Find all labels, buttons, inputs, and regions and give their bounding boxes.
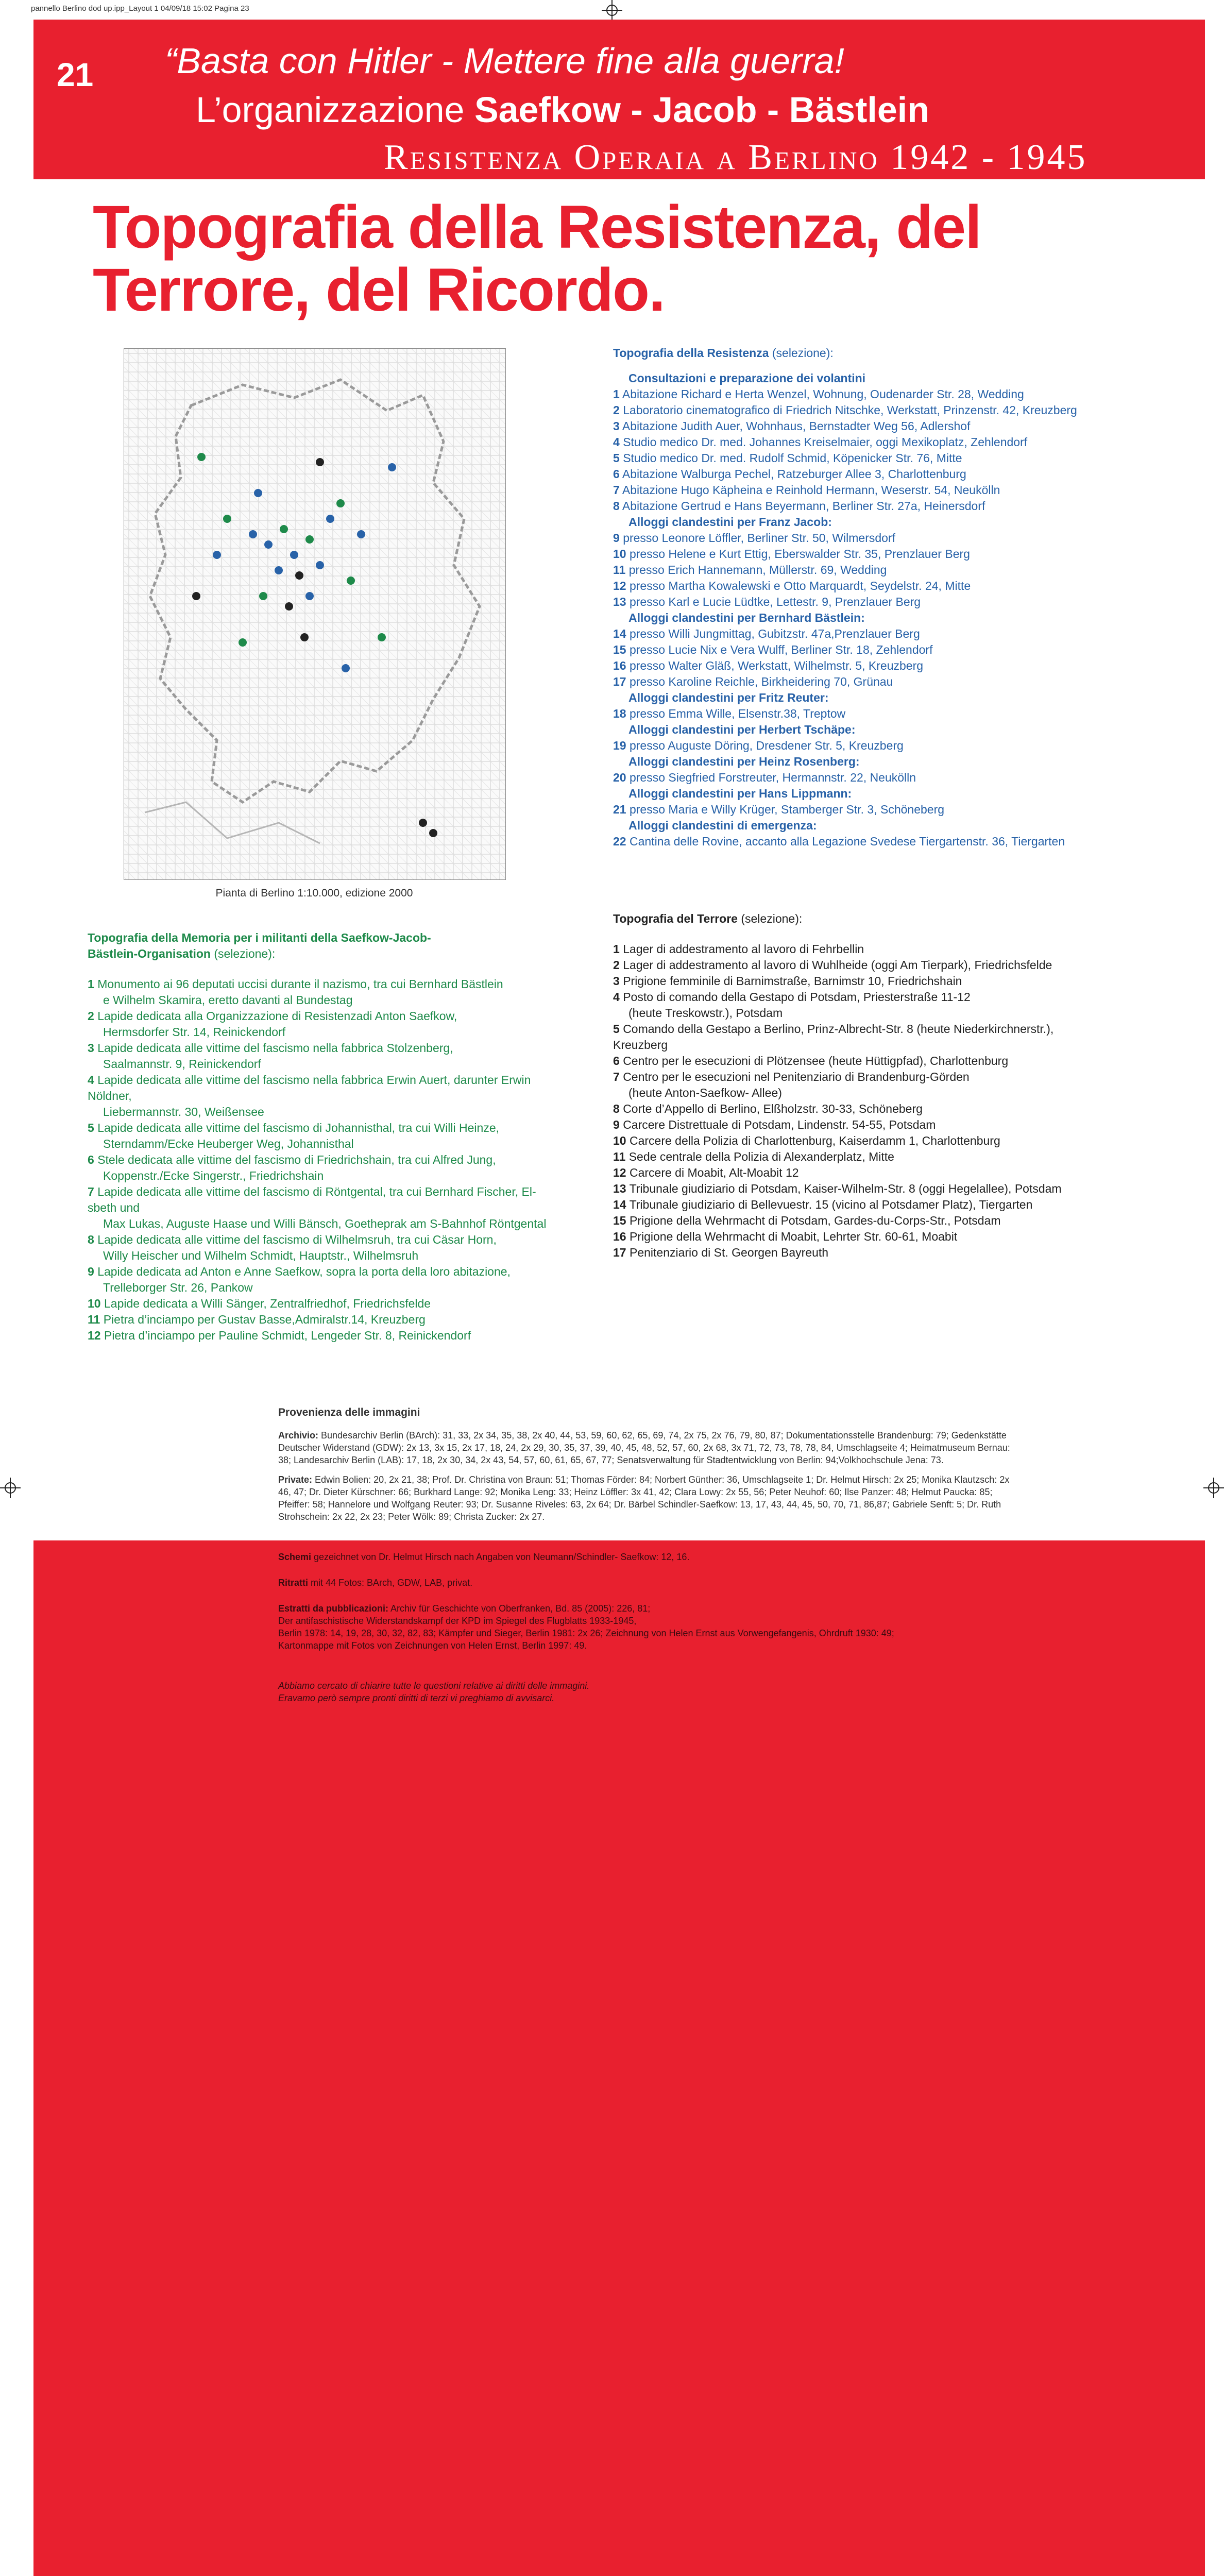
item-text: Lapide dedicata alle vittime del fascismo di Röntgental, tra cui Bernhard Fischer, El- — [97, 1185, 536, 1198]
list-item — [88, 1152, 562, 1168]
item-number: 7 — [613, 483, 620, 497]
item-text: presso Erich Hannemann, Müllerstr. 69, Wedding — [628, 563, 887, 577]
list-item — [613, 674, 1200, 690]
item-text: presso Walter Gläß, Werkstatt, Wilhelmstr. 5, Kreuzberg — [629, 659, 924, 672]
list-item — [88, 1024, 562, 1040]
group-heading: Alloggi clandestini per Herbert Tschäpe: — [628, 723, 856, 736]
list-item — [613, 1005, 1200, 1021]
item-text: presso Emma Wille, Elsenstr.38, Treptow — [629, 707, 846, 720]
item-text: Lapide dedicata alla Organizzazione di Resistenzadi Anton Saefkow, — [97, 1009, 457, 1023]
item-text: presso Karoline Reichle, Birkheidering 70, Grünau — [629, 675, 893, 688]
credits-private: Private: Edwin Bolien: 20, 2x 21, 38; Prof. Dr. Christina von Braun: 51; Thomas Förder: 84; Norbert Günther: 36, Umschlagseite 1; Dr. Helmut Hirsch: 2x 25; Monika Klautzsch: 2x 46, 47; Dr. Dieter Kürschner: 66; Burkhard Lange: 92; Monika Leng: 33; Heinz Löffler: 3x 41, 42; Clara Lowy: 2x 55, 56; Peter Neuhof: 60; Ilse Panzer: 48; Helmut Paucka: 85; Pfeiffer: 58; Hannelore und Wolfgang Reuter: 93; Dr. Susanne Riveles: 63, 2x 64; Dr. Bärbel Schindler-Saefkow: 13, 17, 43, 44, 45, 50, 70, 71, 86,87; Gabriele Senft: 5; Dr. Ruth Strohschein: 2x 22, 2x 23; Peter Wölk: 89; Christa Zucker: 2x 27. — [278, 1475, 1010, 1522]
item-text: Studio medico Dr. med. Rudolf Schmid, Köpenicker Str. 76, Mitte — [623, 451, 962, 465]
item-number: 10 — [613, 547, 626, 561]
item-text: Carcere di Moabit, Alt-Moabit 12 — [629, 1166, 799, 1179]
list-item — [613, 1037, 1200, 1053]
item-number: 12 — [88, 1329, 101, 1342]
item-number: 11 — [88, 1313, 100, 1326]
item-text: Prigione della Wehrmacht di Moabit, Lehrter Str. 60-61, Moabit — [629, 1230, 958, 1243]
list-item — [88, 1120, 562, 1136]
item-text: Nöldner, — [88, 1089, 132, 1103]
list-item — [88, 1232, 562, 1248]
list-item — [613, 770, 1200, 786]
item-text: Carcere della Polizia di Charlottenburg, Kaiserdamm 1, Charlottenburg — [629, 1134, 1000, 1147]
item-text: Tribunale giudiziario di Bellevuestr. 15 (vicino al Potsdamer Platz), Tiergarten — [629, 1198, 1033, 1211]
credits-archive: Archivio: Bundesarchiv Berlin (BArch): 31, 33, 2x 34, 35, 38, 2x 40, 44, 53, 59, 60, 62, 65, 69, 74, 2x 75, 2x 76, 79, 80, 87; Dokumentationsstelle Brandenburg: 79; Gedenkstätte Deutscher Widerstand (GDW): 2x 13, 3x 15, 2x 17, 18, 24, 2x 29, 30, 35, 37, 39, 40, 45, 48, 52, 57, 60, 2x 68, 3x 71, 72, 73, 78, 78, 84, Umschlagseite 4; Heimatmuseum Bernau: 38; Landesarchiv Berlin (LAB): 17, 18, 2x 30, 34, 2x 43, 54, 57, 60, 61, 65, 67, 77; Senatsverwaltung für Stadtentwicklung von Berlin: 94;Volkhochschule Jena: 73. — [278, 1430, 1010, 1465]
item-text: Carcere Distrettuale di Potsdam, Lindenstr. 54-55, Potsdam — [623, 1118, 936, 1131]
credits-schemes: Schemi gezeichnet von Dr. Helmut Hirsch nach Angaben von Neumann/Schindler- Saefkow: 12, 16. — [278, 1552, 690, 1562]
item-number: 4 — [88, 1073, 94, 1087]
item-text: Cantina delle Rovine, accanto alla Legazione Svedese Tiergartenstr. 36, Tiergarten — [629, 835, 1065, 848]
item-text: Pietra d’inciampo per Pauline Schmidt, Lengeder Str. 8, Reinickendorf — [104, 1329, 471, 1342]
item-number: 5 — [613, 451, 620, 465]
list-item — [613, 1133, 1200, 1149]
item-text: Pietra d’inciampo per Gustav Basse,Admiralstr.14, Kreuzberg — [103, 1313, 426, 1326]
rights-note: Abbiamo cercato di chiarire tutte le questioni relative ai diritti delle immagini. Eravamo però sempre pronti diritti di terzi vi preghiamo di avvisarci. — [278, 1681, 590, 1703]
list-item — [613, 562, 1200, 578]
item-text: Prigione della Wehrmacht di Potsdam, Gardes-du-Corps-Str., Potsdam — [629, 1214, 1001, 1227]
item-number: 2 — [613, 403, 620, 417]
list-item — [88, 1280, 562, 1296]
page-number: 21 — [57, 56, 94, 93]
list-item — [613, 402, 1200, 418]
item-text: Lapide dedicata alle vittime del fascismo nella fabbrica Stolzenberg, — [97, 1041, 453, 1055]
item-number: 19 — [613, 739, 626, 752]
item-text: (heute Anton-Saefkow- Allee) — [628, 1086, 782, 1099]
item-number: 14 — [613, 627, 626, 640]
item-text: Monumento ai 96 deputati uccisi durante il nazismo, tra cui Bernhard Bästlein — [97, 977, 503, 991]
item-number: 21 — [613, 803, 626, 816]
item-number: 9 — [613, 531, 620, 545]
item-number: 6 — [613, 1054, 620, 1067]
item-number: 10 — [88, 1297, 101, 1310]
item-number: 11 — [613, 563, 626, 577]
item-number: 17 — [613, 1246, 626, 1259]
group-heading: Alloggi clandestini per Hans Lippmann: — [628, 787, 852, 800]
item-text: presso Leonore Löffler, Berliner Str. 50, Wilmersdorf — [623, 531, 896, 545]
list-item — [613, 1069, 1200, 1085]
registration-mark-icon — [0, 1478, 21, 1498]
list-item — [613, 626, 1200, 642]
list-item — [88, 1264, 562, 1280]
item-text: presso Helene e Kurt Ettig, Eberswalder Str. 35, Prenzlauer Berg — [629, 547, 970, 561]
credits-portraits: Ritratti mit 44 Fotos: BArch, GDW, LAB, privat. — [278, 1578, 473, 1588]
item-number: 18 — [613, 707, 626, 720]
header-subtitle: Resistenza Operaia a Berlino 1942 - 1945 — [384, 138, 1087, 177]
list-item — [613, 1101, 1200, 1117]
item-number: 1 — [613, 387, 620, 401]
item-text: Studio medico Dr. med. Johannes Kreiselmaier, oggi Mexikoplatz, Zehlendorf — [623, 435, 1028, 449]
item-number: 7 — [88, 1185, 94, 1198]
list-item — [88, 1184, 562, 1200]
item-text: Abitazione Gertrud e Hans Beyermann, Berliner Str. 27a, Heinersdorf — [622, 499, 985, 513]
item-text: presso Maria e Willy Krüger, Stamberger Str. 3, Schöneberg — [629, 803, 945, 816]
credits-title: Provenienza delle immagini — [278, 1406, 420, 1418]
item-text: Willy Heischer und Wilhelm Schmidt, Hauptstr., Wilhelmsruh — [103, 1249, 419, 1262]
print-slug: pannello Berlino dod up.ipp_Layout 1 04/09/18 15:02 Pagina 23 — [31, 4, 249, 13]
list-item — [613, 1053, 1200, 1069]
registration-mark-icon — [602, 0, 622, 21]
item-text: presso Lucie Nix e Vera Wulff, Berliner Str. 18, Zehlendorf — [629, 643, 933, 656]
list-item — [88, 1056, 562, 1072]
list-item — [88, 1248, 562, 1264]
item-number: 17 — [613, 675, 626, 688]
item-text: presso Willi Jungmittag, Gubitzstr. 47a,Prenzlauer Berg — [629, 627, 920, 640]
list-item — [88, 1072, 562, 1088]
list-item — [88, 1040, 562, 1056]
item-text: presso Siegfried Forstreuter, Hermannstr. 22, Neukölln — [629, 771, 916, 784]
list-item — [613, 1197, 1200, 1213]
item-number: 1 — [88, 977, 94, 991]
group-heading: Alloggi clandestini per Heinz Rosenberg: — [628, 755, 860, 768]
list-item — [613, 386, 1200, 402]
item-text: Sede centrale della Polizia di Alexanderplatz, Mitte — [628, 1150, 894, 1163]
item-text: Centro per le esecuzioni di Plötzensee (heute Hüttigpfad), Charlottenburg — [623, 1054, 1009, 1067]
item-text: Laboratorio cinematografico di Friedrich Nitschke, Werkstatt, Prinzenstr. 42, Kreuzberg — [623, 403, 1077, 417]
item-number: 12 — [613, 1166, 626, 1179]
list-item — [88, 1296, 562, 1312]
list-item — [613, 1117, 1200, 1133]
memoria-title: Topografia della Memoria per i militanti della Saefkow-Jacob-Bästlein-Organisation (selezione): — [88, 931, 431, 960]
item-text: sbeth und — [88, 1201, 140, 1214]
item-number: 5 — [88, 1121, 94, 1134]
list-item — [88, 1088, 562, 1104]
list-item — [613, 434, 1200, 450]
item-number: 22 — [613, 835, 626, 848]
item-text: Posto di comando della Gestapo di Potsdam, Priesterstraße 11-12 — [623, 990, 971, 1004]
item-text: Penitenziario di St. Georgen Bayreuth — [629, 1246, 829, 1259]
list-item — [613, 1245, 1200, 1261]
item-text: presso Martha Kowalewski e Otto Marquardt, Seydelstr. 24, Mitte — [629, 579, 971, 592]
header-organization: L’organizzazione Saefkow - Jacob - Bästlein — [196, 90, 929, 130]
list-item — [88, 1008, 562, 1024]
item-number: 16 — [613, 659, 626, 672]
item-number: 8 — [613, 499, 620, 513]
group-heading: Alloggi clandestini di emergenza: — [628, 819, 817, 832]
list-item — [613, 1165, 1200, 1181]
list-item — [613, 642, 1200, 658]
item-number: 4 — [613, 990, 620, 1004]
item-text: Lapide dedicata a Willi Sänger, Zentralfriedhof, Friedrichsfelde — [104, 1297, 431, 1310]
item-text: Lapide dedicata ad Anton e Anne Saefkow, sopra la porta della loro abitazione, — [97, 1265, 511, 1278]
image-credits — [278, 1406, 1020, 1530]
list-item — [613, 1149, 1200, 1165]
item-number: 20 — [613, 771, 626, 784]
item-text: Lapide dedicata alle vittime del fascismo di Wilhelmsruh, tra cui Cäsar Horn, — [97, 1233, 497, 1246]
list-item — [613, 738, 1200, 754]
resistenza-title: Topografia della Resistenza (selezione): — [613, 346, 834, 360]
list-item — [613, 418, 1200, 434]
terrore-section — [613, 911, 1200, 1261]
item-text: presso Auguste Döring, Dresdener Str. 5, Kreuzberg — [629, 739, 904, 752]
item-text: Liebermannstr. 30, Weißensee — [103, 1105, 264, 1118]
list-item — [88, 1200, 562, 1216]
list-item — [613, 973, 1200, 989]
list-item — [613, 578, 1200, 594]
item-text: presso Karl e Lucie Lüdtke, Lettestr. 9, Prenzlauer Berg — [629, 595, 921, 608]
list-item — [88, 1328, 562, 1344]
list-item — [613, 1213, 1200, 1229]
page-title: Topografia della Resistenza, del Terrore, del Ricordo. — [93, 193, 981, 324]
item-text: Lager di addestramento al lavoro di Fehrbellin — [623, 942, 864, 956]
list-item — [613, 530, 1200, 546]
list-item — [613, 1229, 1200, 1245]
list-item — [88, 1136, 562, 1152]
berlin-map — [124, 348, 506, 880]
item-text: Hermsdorfer Str. 14, Reinickendorf — [103, 1025, 286, 1039]
item-text: Abitazione Richard e Herta Wenzel, Wohnung, Oudenarder Str. 28, Wedding — [622, 387, 1024, 401]
item-number: 2 — [88, 1009, 94, 1023]
credits-publications: Estratti da pubblicazioni: Archiv für Geschichte von Oberfranken, Bd. 85 (2005): 226, 81; Der antifaschistische Widerstandskampf der KPD im Spiegel des Flugblatts 1933-1945, Berlin 1978: 14, 19, 28, 30, 32, 82, 83; Kämpfer und Sieger, Berlin 1981: 2x 26; Zeichnung von Helen Ernst aus Vorwengefangenis, Ohrdruft 1930: 49; Kartonmappe mit Fotos von Zeichnungen von Helen Ernst, Berlin 1997: 49. — [278, 1603, 894, 1651]
list-item — [613, 482, 1200, 498]
item-text: Stele dedicata alle vittime del fascismo di Friedrichshain, tra cui Alfred Jung, — [97, 1153, 496, 1166]
item-number: 12 — [613, 579, 626, 592]
item-number: 6 — [613, 467, 620, 481]
map-illustration — [124, 349, 505, 879]
list-item — [88, 1168, 562, 1184]
list-item — [88, 1104, 562, 1120]
item-text: Abitazione Hugo Käpheina e Reinhold Hermann, Weserstr. 54, Neukölln — [622, 483, 1000, 497]
item-number: 2 — [613, 958, 620, 972]
item-number: 3 — [613, 974, 620, 988]
item-text: Abitazione Walburga Pechel, Ratzeburger Allee 3, Charlottenburg — [622, 467, 966, 481]
organization-name: Saefkow - Jacob - Bästlein — [474, 90, 929, 130]
list-item — [613, 802, 1200, 818]
item-text: Abitazione Judith Auer, Wohnhaus, Bernstadter Weg 56, Adlershof — [622, 419, 971, 433]
group-heading: Consultazioni e preparazione dei volantini — [628, 371, 866, 385]
item-number: 3 — [88, 1041, 94, 1055]
item-text: Saalmannstr. 9, Reinickendorf — [103, 1057, 261, 1071]
item-number: 8 — [613, 1102, 620, 1115]
group-heading: Alloggi clandestini per Franz Jacob: — [628, 515, 832, 529]
item-text: Corte d’Appello di Berlino, Elßholzstr. 30-33, Schöneberg — [623, 1102, 923, 1115]
item-text: Trelleborger Str. 26, Pankow — [103, 1281, 253, 1294]
item-text: (heute Treskowstr.), Potsdam — [628, 1006, 783, 1020]
item-number: 4 — [613, 435, 620, 449]
list-item — [613, 706, 1200, 722]
item-number: 7 — [613, 1070, 620, 1083]
item-text: Lager di addestramento al lavoro di Wuhlheide (oggi Am Tierpark), Friedrichsfelde — [623, 958, 1052, 972]
group-heading: Alloggi clandestini per Fritz Reuter: — [628, 691, 829, 704]
item-number: 8 — [88, 1233, 94, 1246]
list-item — [613, 466, 1200, 482]
item-number: 3 — [613, 419, 620, 433]
list-item — [613, 1181, 1200, 1197]
map-caption: Pianta di Berlino 1:10.000, edizione 2000 — [215, 887, 413, 899]
item-number: 16 — [613, 1230, 626, 1243]
item-text: Centro per le esecuzioni nel Penitenziario di Brandenburg-Görden — [623, 1070, 970, 1083]
item-text: Lapide dedicata alle vittime del fascismo di Johannisthal, tra cui Willi Heinze, — [97, 1121, 500, 1134]
list-item — [613, 546, 1200, 562]
list-item — [613, 1021, 1200, 1037]
item-number: 15 — [613, 1214, 626, 1227]
item-number: 10 — [613, 1134, 626, 1147]
list-item — [88, 976, 562, 992]
item-text: Comando della Gestapo a Berlino, Prinz-Albrecht-Str. 8 (heute Niederkirchnerstr.), — [623, 1022, 1054, 1036]
item-number: 1 — [613, 942, 620, 956]
item-number: 13 — [613, 1182, 626, 1195]
list-item — [88, 1312, 562, 1328]
item-text: Koppenstr./Ecke Singerstr., Friedrichshain — [103, 1169, 324, 1182]
list-item — [88, 992, 562, 1008]
item-number: 9 — [88, 1265, 94, 1278]
item-text: Sterndamm/Ecke Heuberger Weg, Johannisthal — [103, 1137, 354, 1150]
list-item — [613, 450, 1200, 466]
item-text: Kreuzberg — [613, 1038, 668, 1052]
list-item — [613, 834, 1200, 850]
list-item — [613, 498, 1200, 514]
list-item — [613, 989, 1200, 1005]
list-item — [613, 658, 1200, 674]
list-item — [613, 941, 1200, 957]
list-item — [88, 1216, 562, 1232]
list-item — [613, 1085, 1200, 1101]
item-text: Max Lukas, Auguste Haase und Willi Bänsch, Goetheprak am S-Bahnhof Röntgental — [103, 1217, 547, 1230]
header-band — [33, 20, 1205, 179]
memoria-section — [88, 930, 562, 1344]
item-number: 14 — [613, 1198, 626, 1211]
terrore-title: Topografia del Terrore (selezione): — [613, 912, 803, 925]
resistenza-section — [613, 345, 1200, 850]
item-text: Prigione femminile di Barnimstraße, Barnimstr 10, Friedrichshain — [623, 974, 962, 988]
item-number: 9 — [613, 1118, 620, 1131]
item-number: 15 — [613, 643, 626, 656]
item-text: Tribunale giudiziario di Potsdam, Kaiser-Wilhelm-Str. 8 (oggi Hegelallee), Potsdam — [629, 1182, 1062, 1195]
header-slogan: “Basta con Hitler - Mettere fine alla guerra! — [165, 41, 844, 81]
item-number: 13 — [613, 595, 626, 608]
registration-mark-icon — [1203, 1478, 1224, 1498]
item-number: 6 — [88, 1153, 94, 1166]
list-item — [613, 594, 1200, 610]
item-text: Lapide dedicata alle vittime del fascismo nella fabbrica Erwin Auert, darunter Erwin — [97, 1073, 531, 1087]
item-number: 5 — [613, 1022, 620, 1036]
item-text: e Wilhelm Skamira, eretto davanti al Bundestag — [103, 993, 353, 1007]
group-heading: Alloggi clandestini per Bernhard Bästlein: — [628, 611, 865, 624]
list-item — [613, 957, 1200, 973]
item-number: 11 — [613, 1150, 626, 1163]
